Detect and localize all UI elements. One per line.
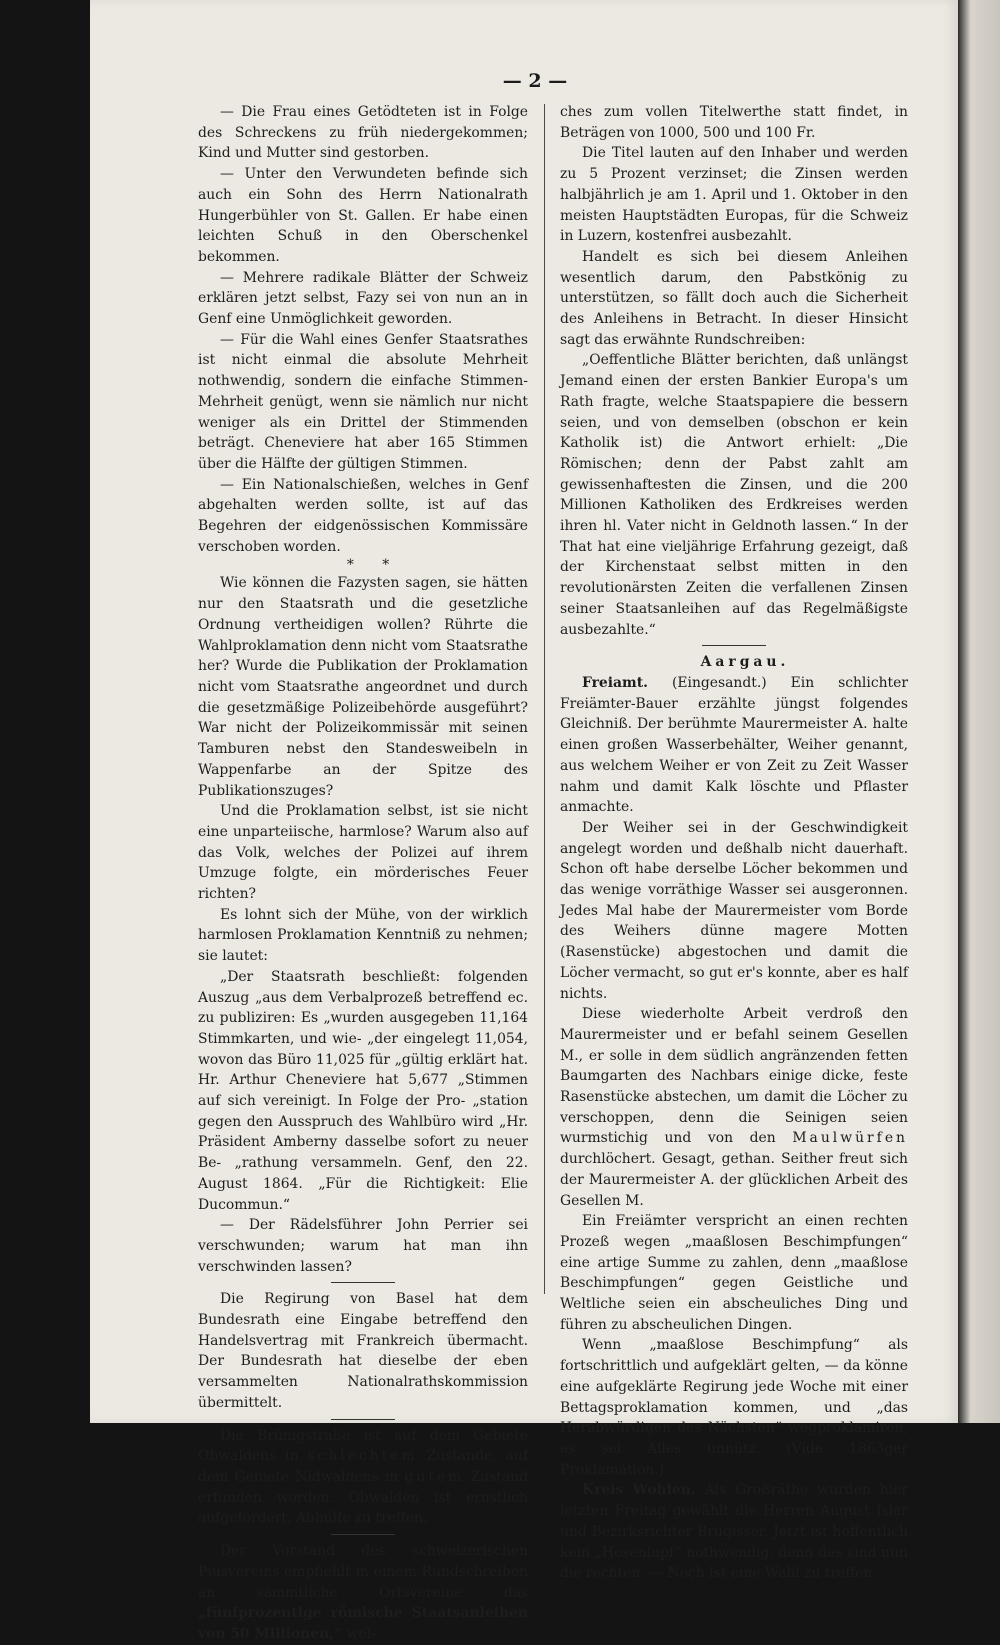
- paragraph: Freiamt. (Eingesandt.) Ein schlichter Freiämter-Bauer erzählte jüngst folgendes Gleichniß. Der berühmte Maurermeister A. halte einen großen Wasserbehälter, Weiher genannt, aus welchem Weiher er von Zeit zu Zeit Wasser nahm und damit Kalk löschte und Pflaster anmachte.: [560, 674, 908, 816]
- paragraph: Der Vorstand des schweizerischen Piusvereins empfiehlt in einem Rundschreiben an sämmtliche Ortsvereine das „fünfprozentige römische Staatsanleihen von 50 Millionen,“ wel-: [198, 1543, 528, 1642]
- paragraph: Wie können die Fazysten sagen, sie hätten nur den Staatsrath und die gesetzliche Ordnung vertheidigen wollen? Rührte die Wahlproklamation denn nicht vom Staatsrathe her? Wurde die Publikation der Proklamation nicht vom Staatsrathe angeordnet und durch die gesetzmäßige Polizeibehörde ausgeführt? War nicht der Polizeikommissär mit seinen Tamburen nebst den Standesweibeln in Wappenfarbe an der Spitze des Publikationszuges?: [198, 575, 528, 799]
- bold-lead: Freiamt.: [582, 674, 649, 691]
- right-column: [560, 102, 908, 1584]
- section-heading: Aargau.: [700, 654, 790, 671]
- bold-emphasis: „fünfprozentige römische Staatsanleihen von 50 Millionen,“: [198, 1605, 528, 1642]
- paragraph: Es lohnt sich der Mühe, von der wirklich harmlosen Proklamation Kenntniß zu nehmen; sie lautet:: [198, 906, 528, 965]
- paragraph: — Mehrere radikale Blätter der Schweiz erklären jetzt selbst, Fazy sei von nun an in Genf eine Unmöglichkeit geworden.: [198, 269, 528, 328]
- separator-rule: [331, 1419, 395, 1420]
- paragraph: ches zum vollen Titelwerthe statt findet, in Beträgen von 1000, 500 und 100 Fr.: [560, 104, 908, 141]
- separator-rule: [702, 645, 766, 646]
- bold-lead: Kreis Wohlen.: [582, 1482, 696, 1499]
- separator-rule: [331, 1534, 395, 1535]
- paragraph: — Der Rädelsführer John Perrier sei verschwunden; warum hat man ihn verschwinden lassen?: [198, 1217, 528, 1275]
- paragraph: Die Titel lauten auf den Inhaber und werden zu 5 Prozent verzinset; die Zinsen werden halbjährlich je am 1. April und 1. Oktober in den meisten Hauptstädten Europas, für die Schweiz in Luzern, kostenfrei ausbezahlt.: [560, 145, 908, 245]
- paragraph: Der Weiher sei in der Geschwindigkeit angelegt worden und deßhalb nicht dauerhaft. Schon oft habe derselbe Löcher bekommen und das wenige vorräthige Wasser sei ausgeronnen. Jedes Mal habe der Maurermeister vom Borde des Weihers dünne magere Motten (Rasenstücke) abgestochen und damit die Löcher vermacht, so gut er's konnte, aber es half nichts.: [560, 819, 908, 1002]
- paragraph: Ein Freiämter verspricht an einen rechten Prozeß wegen „maaßlosen Beschimpfungen“ eine artige Summe zu zahlen, denn „maaßlose Beschimpfungen“ gegen Geistliche und Weltliche seien ein abscheuliches Ding und führen zu abscheulichen Dingen.: [560, 1213, 908, 1333]
- column-divider: [544, 104, 545, 1294]
- quoted-proclamation: „Der Staatsrath beschließt: folgenden Auszug „aus dem Verbalprozeß betreffend ec. zu publiziren: Es „wurden ausgegeben 11,164 Stimmkarten, und wie- „der eingelegt 11,054, wovon das Büro 11,025 für „gültig erklärt hat. Hr. Arthur Cheneviere hat 5,677 „Stimmen auf sich vereinigt. In Folge der Pro- „station gegen den Ausspruch des Wahlbüro wird „Hr. Präsident Amberny dasselbe sofort zu neuer Be- „rathung versammeln. Genf, den 22. August 1864. „Für die Richtigkeit: Elie Ducommun.“: [198, 968, 528, 1213]
- paragraph: Handelt es sich bei diesem Anleihen wesentlich darum, den Pabstkönig zu unterstützen, so fällt doch auch die Sicherheit des Anleihens in Betracht. In dieser Hinsicht sagt das erwähnte Rundschreiben:: [560, 248, 908, 348]
- paragraph: — Für die Wahl eines Genfer Staatsrathes ist nicht einmal die absolute Mehrheit nothwendig, sondern die einfache Stimmen-Mehrheit genügt, wenn sie nämlich nur nicht weniger als ein Drittel der Stimmenden beträgt. Cheneviere hat aber 165 Stimmen über die Hälfte der gültigen Stimmen.: [198, 331, 528, 472]
- paragraph: Und die Proklamation selbst, ist sie nicht eine unparteiische, harmlose? Warum also auf das Volk, welches der Polizei auf ihrem Umzuge folgte, ein mörderisches Feuer richten?: [198, 803, 528, 903]
- paragraph: Die Brünigstraße ist auf dem Gebiete Obwaldens in schlechtem Zustande, auf dem Gebiete Nidwaldens in gutem Zustand erfunden worden. Obwalden ist ernstlich aufgefordert, Abhülfe zu treffen.: [198, 1427, 528, 1527]
- spaced-emphasis: schlechtem: [307, 1448, 418, 1465]
- separator-rule: [331, 1282, 395, 1283]
- paragraph: — Ein Nationalschießen, welches in Genf abgehalten werden sollte, ist auf das Begehren der eidgenössischen Kommissäre verschoben worden.: [198, 476, 528, 555]
- paragraph: Kreis Wohlen. Als Großräthe wurden hier letzten Freitag gewählt die Herren August Isler und Bezirksrichter Brugisser. Jetzt ist hoffentlich kein „Hosenlupf“ nothwendig, denn das sind nun die rechten. — Noch ist eine Wahl zu treffen.: [560, 1482, 908, 1582]
- spaced-emphasis: gutem: [404, 1469, 465, 1485]
- spaced-emphasis: Maulwürfen: [792, 1130, 908, 1147]
- asterism: * *: [346, 557, 402, 574]
- paragraph: — Die Frau eines Getödteten ist in Folge des Schreckens zu früh niedergekommen; Kind und Mutter sind gestorben.: [198, 104, 528, 162]
- paragraph: Diese wiederholte Arbeit verdroß den Maurermeister und er befahl seinem Gesellen M., er solle in dem südlich angränzenden fetten Baumgarten des Nachbars einige dicke, feste Rasenstücke abstechen, um damit die Löcher zu verschoppen, denn die Seinigen seien wurmstichig und von den Maulwürfen durchlöchert. Gesagt, gethan. Seither freut sich der Maurermeister A. der glücklichen Arbeit des Gesellen M.: [560, 1006, 908, 1209]
- left-column: [198, 102, 528, 1645]
- paragraph: — Unter den Verwundeten befinde sich auch ein Sohn des Herrn Nationalrath Hungerbühler von St. Gallen. Er habe einen leichten Schuß in den Oberschenkel bekommen.: [198, 166, 528, 265]
- page-number: — 2 —: [502, 70, 568, 92]
- next-page-edge: [958, 0, 1000, 1423]
- paragraph: „Oeffentliche Blätter berichten, daß unlängst Jemand einen der ersten Bankier Europa's um Rath fragte, welche Staatspapiere die bessern seien, und von demselben (obschon er kein Katholik ist) die Antwort erhielt: „Die Römischen; denn der Pabst zahlt am gewissenhaftesten die Zinsen, und die 200 Millionen Katholiken des Erdkreises werden ihren hl. Vater nicht in Geldnoth lassen.“ In der That hat eine vieljährige Erfahrung gezeigt, daß der Kirchenstaat selbst mitten in den revolutionärsten Zeiten die verfallenen Zinsen seiner Staatsanleihen auf das Regelmäßigste ausbezahlte.“: [560, 352, 908, 638]
- paragraph: Die Regirung von Basel hat dem Bundesrath eine Eingabe betreffend den Handelsvertrag mit Frankreich übermacht. Der Bundesrath hat dieselbe der eben versammelten Nationalrathskommission übermittelt.: [198, 1291, 528, 1411]
- paragraph: Wenn „maaßlose Beschimpfung“ als fortschrittlich und aufgeklärt gelten, — da könne eine aufgeklärte Regirung jede Woche mit einer Bettagsproklamation kommen, und „das Herabwürdigen des Nächsten“ wegproklamiren, es sei Alles unnütz. (Vide 1863ger Proklamation.): [560, 1337, 908, 1478]
